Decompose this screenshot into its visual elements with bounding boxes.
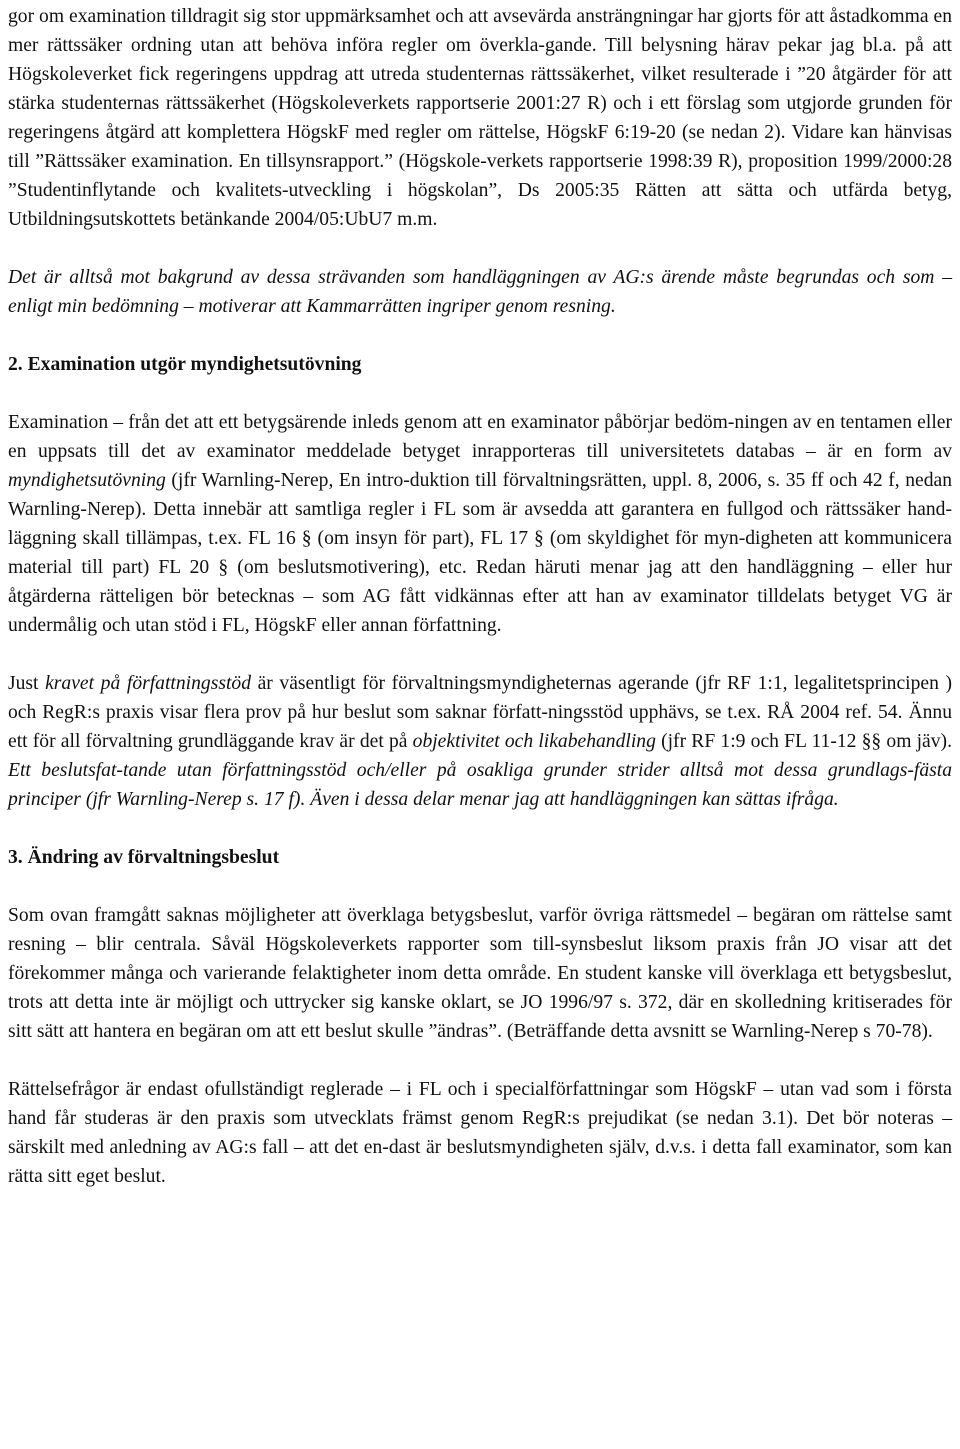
paragraph-examination-emphasis: myndighetsutövning (8, 470, 166, 491)
paragraph-legal-basis-emphasis-b: kravet på författningsstöd (45, 673, 251, 694)
paragraph-legal-basis-text-a: Just (8, 673, 46, 694)
paragraph-conclusion-text: Det är alltså mot bakgrund av dessa strävanden som handläggningen av AG:s ärende måste begrundas och som – enligt min bedömning – motiverar att Kammarrätten ingriper genom resning. (8, 267, 952, 317)
paragraph-correction-text: Rättelsefrågor är endast ofullständigt reglerade – i FL och i specialförfattningar som HögskF – utan vad som i första hand får studeras är den praxis som utvecklats främst genom RegR:s prejudikat (se nedan 3.1). Det bör noteras – särskilt med anledning av AG:s fall – att det en-dast är beslutsmyndigheten själv, d.v.s. i detta fall examinator, som kan rätta sitt eget beslut. (8, 1079, 952, 1187)
paragraph-intro (8, 2, 952, 234)
section-heading-3: 3. Ändring av förvaltningsbeslut (8, 847, 280, 868)
paragraph-legal-basis-text-c: är väsentligt för förvaltningsmyndigheternas agerande (jfr RF 1:1, legalitetsprincipen ) och RegR:s praxis visar flera prov på hur beslut som saknar författ-ningsstöd upphävs, se t.ex. RÅ 2004 ref. 54. Ännu ett för all förvaltning grundläggande krav är det på (8, 673, 953, 752)
paragraph-conclusion (8, 263, 952, 321)
paragraph-legal-basis-emphasis-f: Ett beslutsfat-tande utan författningsstöd och/eller på osakliga grunder strider alltså mot dessa grundlags-fästa principer (jfr Warnling-Nerep s. 17 f). Även i dessa delar menar jag att handläggningen kan sättas ifråga. (8, 760, 952, 810)
paragraph-legal-basis-emphasis-d: objektivitet och likabehandling (412, 731, 656, 752)
paragraph-examination-text-a: Examination – från det att ett betygsärende inleds genom att en examinator påbörjar bedöm-ningen av en tentamen eller en uppsats till det av examinator meddelade betyget inrapporteras till universitetets databas – är en form av (8, 412, 952, 462)
paragraph-legal-basis (8, 669, 952, 814)
paragraph-examination-text-c: (jfr Warnling-Nerep, En intro-duktion till förvaltningsrätten, uppl. 8, 2006, s. 35 ff och 42 f, nedan Warnling-Nerep). Detta innebär att samtliga regler i FL som är avsedda att garantera en fullgod och rättssäker hand-läggning skall tillämpas, t.ex. FL 16 § (om insyn för part), FL 17 § (om skyldighet för myn-digheten att kommunicera material till part) FL 20 § (om beslutsmotivering), etc. Redan häruti menar jag att den handläggning – eller hur åtgärderna rätteligen bör betecknas – som AG fått vidkännas efter att han av examinator tilldelats betyget VG är undermålig och utan stöd i FL, HögskF eller annan författning. (8, 470, 952, 636)
paragraph-legal-basis-text-e: (jfr RF 1:9 och FL 11-12 §§ om jäv). (655, 731, 952, 752)
paragraph-remedies (8, 901, 952, 1046)
section-heading-2: 2. Examination utgör myndighetsutövning (8, 354, 362, 375)
paragraph-intro-text: gor om examination tilldragit sig stor uppmärksamhet och att avsevärda ansträngningar har gjorts för att åstadkomma en mer rättssäker ordning utan att behöva införa regler om överkla-gande. Till belysning härav pekar jag bl.a. på att Högskoleverket fick regeringens uppdrag att utreda studenternas rättssäkerhet, vilket resulterade i ”20 åtgärder för att stärka studenternas rättssäkerhet (Högskoleverkets rapportserie 2001:27 R) och i ett förslag som utgjorde grunden för regeringens åtgärd att komplettera HögskF med regler om rättelse, HögskF 6:19-20 (se nedan 2). Vidare kan hänvisas till ”Rättssäker examination. En tillsynsrapport.” (Högskole-verkets rapportserie 1998:39 R), proposition 1999/2000:28 ”Studentinflytande och kvalitets-utveckling i högskolan”, Ds 2005:35 Rätten att sätta och utfärda betyg, Utbildningsutskottets betänkande 2004/05:UbU7 m.m. (8, 6, 952, 230)
paragraph-examination (8, 408, 952, 640)
paragraph-remedies-text: Som ovan framgått saknas möjligheter att överklaga betygsbeslut, varför övriga rättsmedel – begäran om rättelse samt resning – blir centrala. Såväl Högskoleverkets rapporter som till-synsbeslut liksom praxis från JO visar att det förekommer många och varierande felaktigheter inom detta område. En student kanske vill överklaga ett betygsbeslut, trots att detta inte är möjligt och uttrycker sig kanske oklart, se JO 1996/97 s. 372, där en skolledning kritiserades för sitt sätt att hantera en begäran om att ett beslut skulle ”ändras”. (Beträffande detta avsnitt se Warnling-Nerep s 70-78). (8, 905, 952, 1042)
paragraph-correction (8, 1075, 952, 1191)
